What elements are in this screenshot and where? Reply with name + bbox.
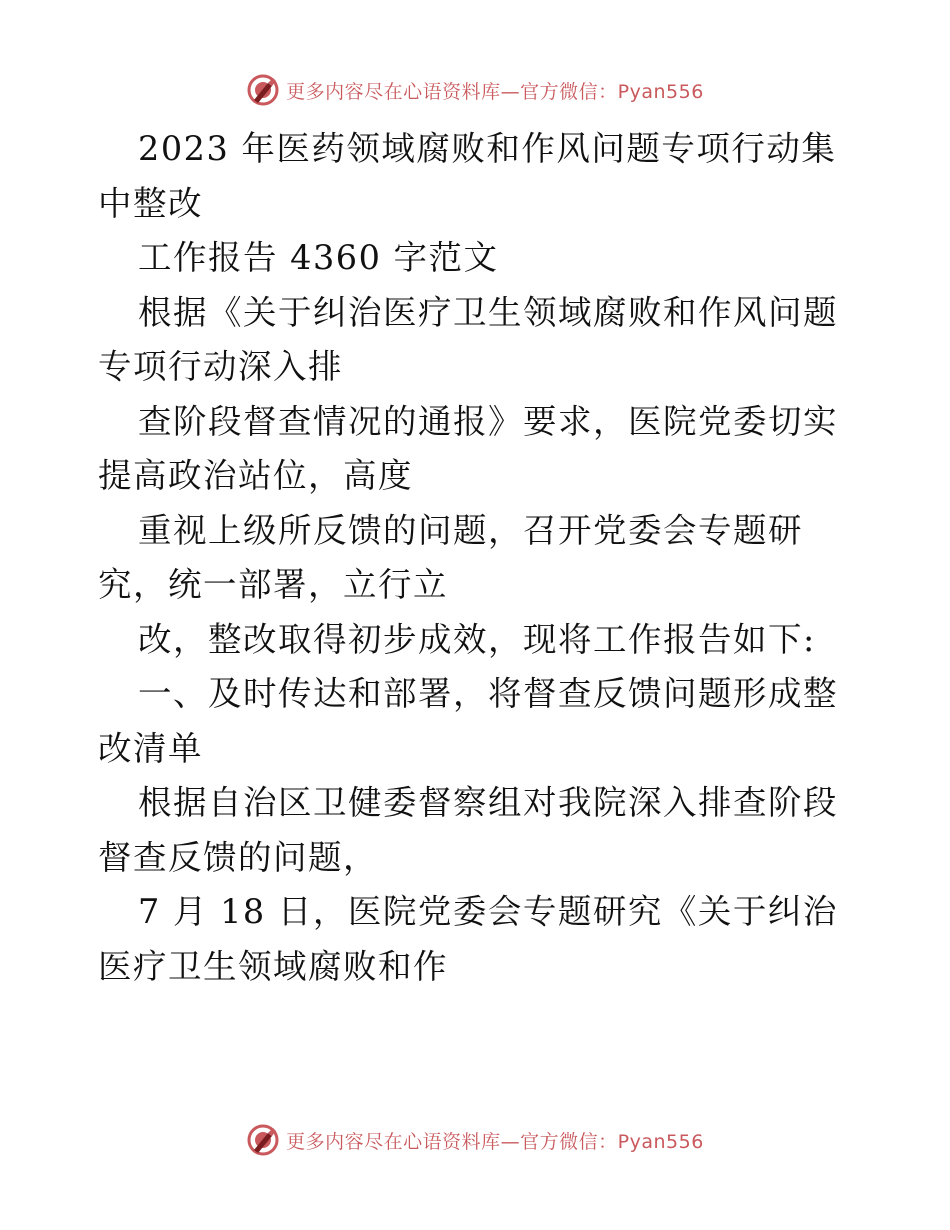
body-paragraph: 7 月 18 日，医院党委会专题研究《关于纠治医疗卫生领域腐败和作 <box>98 892 838 986</box>
pen-logo-icon <box>246 1123 280 1157</box>
watermark-text: 更多内容尽在心语资料库—官方微信：Pyan556 <box>286 80 704 103</box>
body-paragraph: 根据自治区卫健委督察组对我院深入排查阶段督查反馈的问题， <box>98 783 838 877</box>
pen-logo-icon <box>246 73 280 107</box>
body-paragraph: 改，整改取得初步成效，现将工作报告如下: <box>138 619 816 659</box>
document-title-line-1: 2023 年医药领域腐败和作风问题专项行动集中整改 <box>98 129 837 223</box>
footer-watermark <box>0 1122 950 1158</box>
document-title-line-2: 工作报告 4360 字范文 <box>138 238 499 277</box>
body-paragraph: 根据《关于纠治医疗卫生领域腐败和作风问题专项行动深入排 <box>98 292 838 386</box>
section-heading: 一、及时传达和部署，将督查反馈问题形成整改清单 <box>98 674 838 768</box>
document-body <box>98 122 858 994</box>
body-paragraph: 查阶段督查情况的通报》要求，医院党委切实提高政治站位，高度 <box>98 401 838 495</box>
watermark-text: 更多内容尽在心语资料库—官方微信：Pyan556 <box>286 1130 704 1153</box>
header-watermark <box>0 72 950 108</box>
body-paragraph: 重视上级所反馈的问题，召开党委会专题研究，统一部署，立行立 <box>98 510 803 604</box>
